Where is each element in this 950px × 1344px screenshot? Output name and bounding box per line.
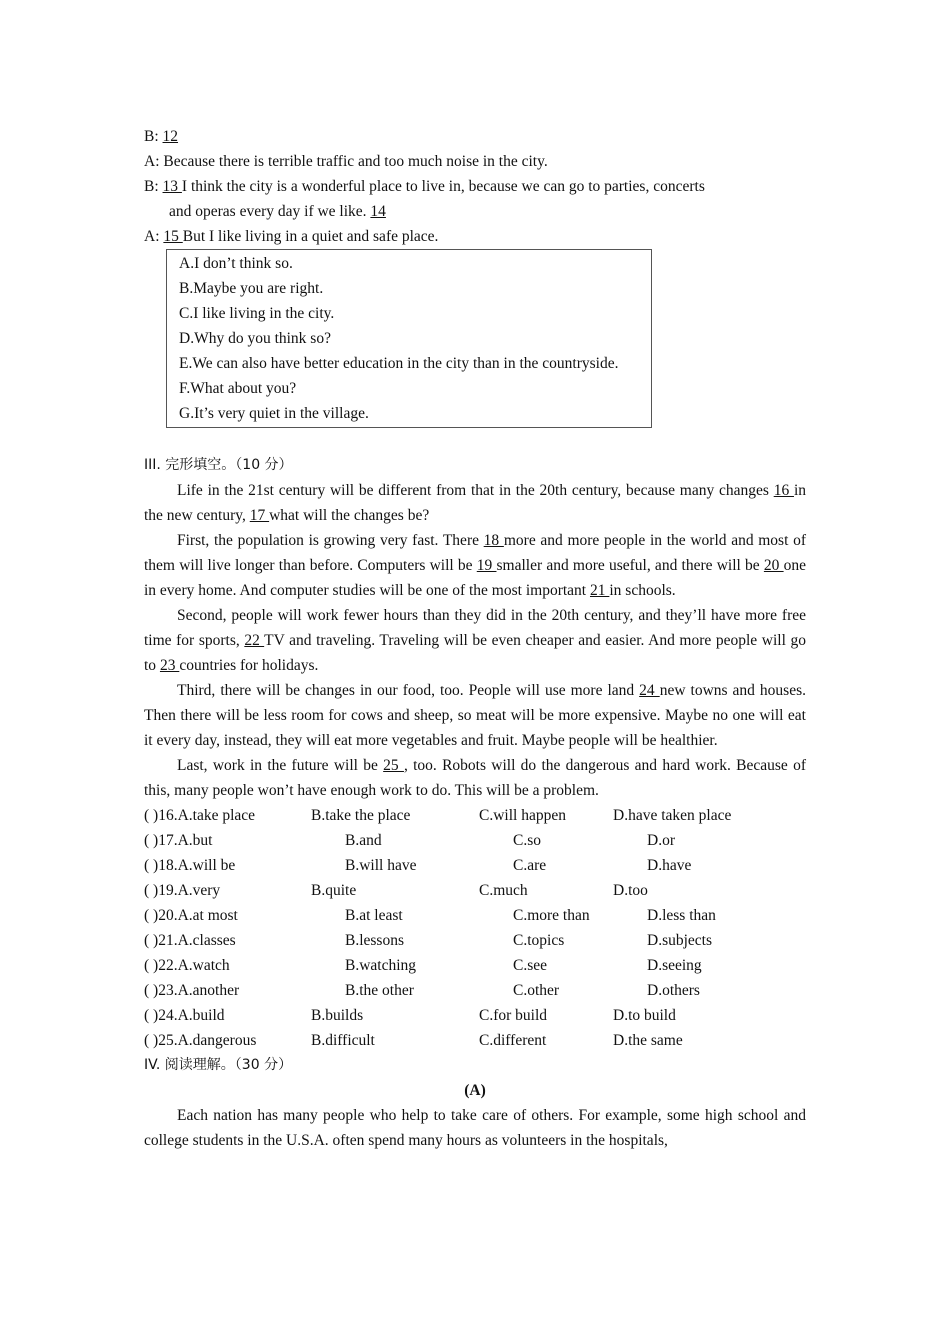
option-d: D.or [647, 832, 675, 849]
dialogue-line-a-because: A: Because there is terrible traffic and too much noise in the city. [144, 153, 548, 170]
passage-a-heading: (A) [464, 1082, 486, 1099]
question-18[interactable] [144, 853, 806, 878]
question-23[interactable] [144, 978, 806, 1003]
option-b: B.quite [311, 882, 357, 899]
blank-20[interactable]: 20 [763, 557, 784, 574]
question-25[interactable] [144, 1028, 806, 1053]
option-a: ( )21.A.classes [144, 932, 236, 949]
option-a: ( )18.A.will be [144, 857, 236, 874]
reading-paragraph-1: Each nation has many people who help to take care of others. For example, some high school and college students in the U.S.A. often spend many hours as volunteers in the hospitals, [144, 1107, 806, 1149]
option-b: B.will have [345, 857, 417, 874]
text: Life in the 21st century will be different from that in the 20th century, because many changes [177, 482, 769, 499]
option-d: D.have taken place [613, 807, 732, 824]
option-d: D.have [647, 857, 692, 874]
option-c: C.much [479, 882, 528, 899]
option-c: C.are [513, 857, 547, 874]
dialogue-line-b13-cont [144, 199, 806, 224]
option-d: D.seeing [647, 957, 702, 974]
question-19[interactable] [144, 878, 806, 903]
blank-23[interactable]: 23 [159, 657, 180, 674]
option-c: C.see [513, 957, 548, 974]
option-a: A.I don’t think so. [179, 255, 293, 272]
option-b: B.and [345, 832, 382, 849]
option-a: ( )20.A.at most [144, 907, 238, 924]
option-b: B.builds [311, 1007, 364, 1024]
options-box [166, 249, 652, 428]
option-b: B.take the place [311, 807, 411, 824]
blank-19[interactable]: 19 [476, 557, 497, 574]
option-d: D.too [613, 882, 648, 899]
question-17[interactable] [144, 828, 806, 853]
blank-14[interactable]: 14 [370, 203, 386, 220]
option-b: B.the other [345, 982, 414, 999]
option-e: E.We can also have better education in the city than in the countryside. [179, 355, 619, 372]
cloze-paragraph-4 [144, 678, 806, 753]
option-a: ( )25.A.dangerous [144, 1032, 257, 1049]
text: , too. Robots will do the dangerous and hard work. Because of this, many people won’t have enough work to do. This will be a problem. [144, 757, 807, 799]
text: what will the changes be? [269, 507, 430, 524]
dialogue-text: But I like living in a quiet and safe place. [182, 228, 439, 245]
text: First, the population is growing very fast. There [177, 532, 484, 549]
text: new towns and houses. Then there will be less room for cows and sheep, so meat will be more expensive. Maybe no one will eat it every day, instead, they will eat more vegetables and fruit. Maybe people will be healthier. [144, 682, 806, 749]
option-d: D.to build [613, 1007, 676, 1024]
question-20[interactable] [144, 903, 806, 928]
blank-13[interactable]: 13 [162, 178, 182, 195]
question-24[interactable] [144, 1003, 806, 1028]
option-c: C.I like living in the city. [179, 305, 335, 322]
option-b: B.at least [345, 907, 403, 924]
question-21[interactable] [144, 928, 806, 953]
option-b: B.Maybe you are right. [179, 280, 324, 297]
blank-16[interactable]: 16 [773, 482, 794, 499]
text: Third, there will be changes in our food, too. People will use more land [177, 682, 640, 699]
speaker: B: [144, 128, 159, 145]
section-4-title: IV. 阅读理解。（30 分） [144, 1057, 293, 1073]
option-c: C.so [513, 832, 541, 849]
option-a: ( )16.A.take place [144, 807, 256, 824]
text: in the new century, [144, 482, 807, 524]
dialogue-line-b13 [144, 174, 806, 199]
cloze-paragraph-5 [144, 753, 806, 803]
cloze-paragraph-1 [144, 478, 806, 528]
text: Last, work in the future will be [177, 757, 384, 774]
option-b: B.lessons [345, 932, 404, 949]
option-a: ( )22.A.watch [144, 957, 230, 974]
option-b: B.difficult [311, 1032, 375, 1049]
text: Second, people will work fewer hours than they did in the 20th century, and they’ll have more free time for sports, [144, 607, 806, 649]
text: more and more people in the world and most of them will live longer than before. Computers will be [144, 532, 806, 574]
text: TV and traveling. Traveling will be even cheaper and easier. And more people will go to [144, 632, 806, 674]
text: countries for holidays. [179, 657, 319, 674]
cloze-paragraph-3 [144, 603, 806, 678]
option-d: D.Why do you think so? [179, 330, 331, 347]
text: in schools. [609, 582, 676, 599]
blank-25[interactable]: 25 [383, 757, 404, 774]
option-c: C.more than [513, 907, 590, 924]
dialogue-line-b12 [144, 124, 806, 149]
option-a: ( )17.A.but [144, 832, 213, 849]
question-16[interactable] [144, 803, 806, 828]
blank-15[interactable]: 15 [163, 228, 183, 245]
option-c: C.will happen [479, 807, 566, 824]
option-a: ( )24.A.build [144, 1007, 225, 1024]
option-c: C.topics [513, 932, 565, 949]
cloze-paragraph-2 [144, 528, 806, 603]
worksheet-page [144, 124, 806, 1153]
dialogue-text: and operas every day if we like. [169, 203, 367, 220]
blank-17[interactable]: 17 [249, 507, 270, 524]
option-a: ( )23.A.another [144, 982, 240, 999]
option-d: D.less than [647, 907, 716, 924]
option-c: C.other [513, 982, 560, 999]
blank-22[interactable]: 22 [244, 632, 265, 649]
option-c: C.different [479, 1032, 547, 1049]
question-list [144, 803, 806, 1053]
question-22[interactable] [144, 953, 806, 978]
option-d: D.others [647, 982, 700, 999]
speaker: A: [144, 228, 160, 245]
option-g: G.It’s very quiet in the village. [179, 405, 369, 422]
option-c: C.for build [479, 1007, 548, 1024]
dialogue-line-a15 [144, 224, 806, 249]
option-a: ( )19.A.very [144, 882, 221, 899]
blank-12[interactable]: 12 [162, 128, 179, 145]
blank-24[interactable]: 24 [639, 682, 660, 699]
option-d: D.subjects [647, 932, 713, 949]
speaker: B: [144, 178, 159, 195]
text: smaller and more useful, and there will be [496, 557, 764, 574]
option-f: F.What about you? [179, 380, 297, 397]
option-d: D.the same [613, 1032, 683, 1049]
dialogue-text: I think the city is a wonderful place to live in, because we can go to parties, concerts [181, 178, 705, 195]
blank-18[interactable]: 18 [483, 532, 504, 549]
blank-21[interactable]: 21 [589, 582, 610, 599]
option-b: B.watching [345, 957, 417, 974]
text: one in every home. And computer studies will be one of the most important [144, 557, 806, 599]
section-3-title: III. 完形填空。（10 分） [144, 457, 293, 473]
